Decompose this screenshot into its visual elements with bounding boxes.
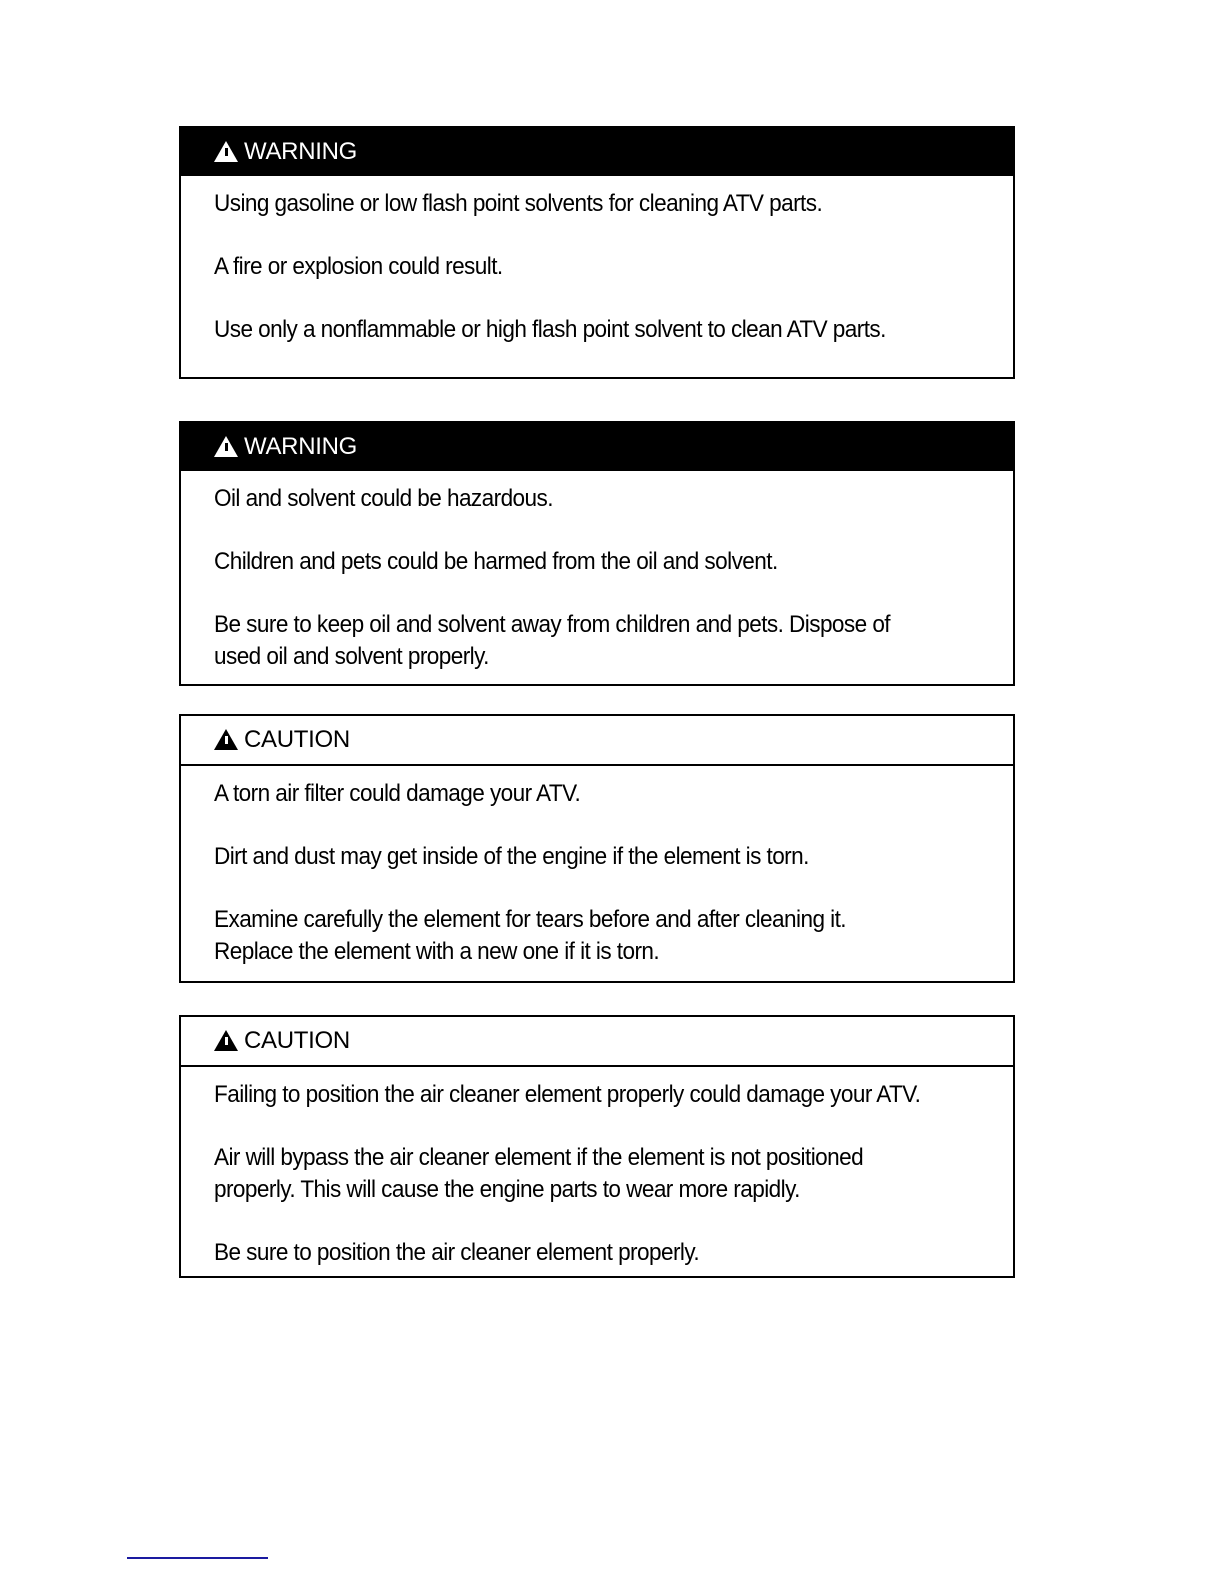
notice-paragraph: Using gasoline or low flash point solvents for cleaning ATV parts. [214, 190, 823, 217]
warning-triangle-icon [214, 436, 238, 457]
notice-paragraph: Oil and solvent could be hazardous. [214, 485, 553, 512]
caution-box-torn-filter [179, 714, 1015, 983]
warning-triangle-icon [214, 141, 238, 162]
notice-paragraph: A fire or explosion could result. [214, 253, 503, 280]
footer-rule [127, 1557, 268, 1559]
notice-header [181, 423, 1013, 471]
notice-paragraph: Use only a nonflammable or high flash point solvent to clean ATV parts. [214, 316, 886, 343]
notice-header [181, 128, 1013, 176]
notice-header [181, 716, 1013, 766]
notice-paragraph: Be sure to position the air cleaner element properly. [214, 1239, 700, 1266]
notice-type: CAUTION [244, 726, 350, 753]
notice-paragraph: Dirt and dust may get inside of the engine if the element is torn. [214, 843, 809, 870]
notice-type: WARNING [244, 138, 358, 165]
notice-type: WARNING [244, 433, 358, 460]
notice-paragraph: A torn air filter could damage your ATV. [214, 780, 581, 807]
notice-paragraph: Children and pets could be harmed from the oil and solvent. [214, 548, 778, 575]
notice-paragraph: Air will bypass the air cleaner element if the element is not positioned properly. This will cause the engine parts to wear more rapidly. [214, 1144, 864, 1203]
warning-box-oil-solvent [179, 421, 1015, 686]
notice-paragraph: Be sure to keep oil and solvent away from children and pets. Dispose of used oil and solvent properly. [214, 611, 891, 670]
notice-paragraph: Failing to position the air cleaner element properly could damage your ATV. [214, 1081, 921, 1108]
caution-box-element-position [179, 1015, 1015, 1278]
notice-paragraph: Examine carefully the element for tears before and after cleaning it. Replace the element with a new one if it is torn. [214, 906, 846, 965]
notice-type: CAUTION [244, 1027, 350, 1054]
caution-triangle-icon [214, 1030, 238, 1051]
warning-box-gasoline [179, 126, 1015, 379]
notice-header [181, 1017, 1013, 1067]
caution-triangle-icon [214, 729, 238, 750]
